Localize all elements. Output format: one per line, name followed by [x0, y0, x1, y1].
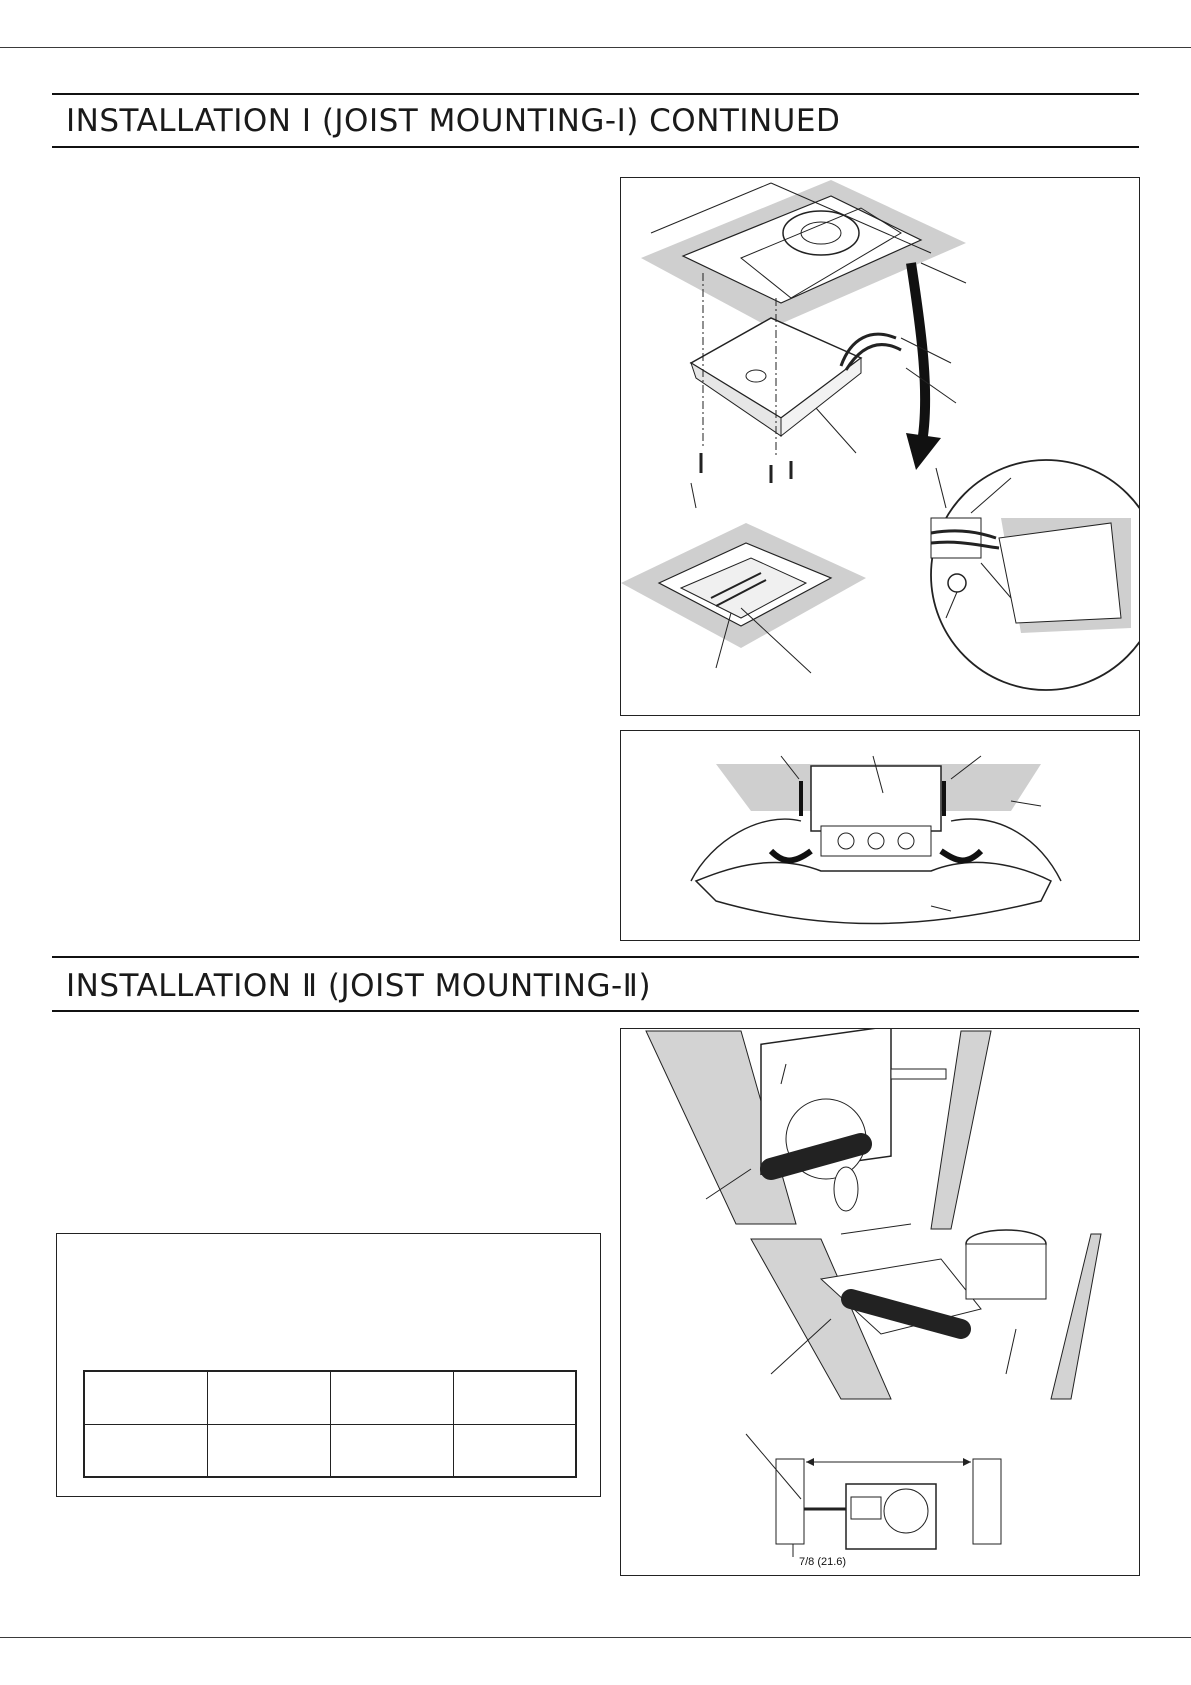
section1-heading: INSTALLATION Ⅰ (JOIST MOUNTING-Ⅰ) CONTINUED	[66, 103, 841, 139]
joist-mounting-illustration	[621, 1029, 1139, 1575]
table-cell	[330, 1424, 453, 1477]
figure-ceiling-install	[620, 730, 1140, 941]
spec-table	[83, 1370, 577, 1478]
section1-bottom-rule	[52, 146, 1139, 148]
section2-heading: INSTALLATION Ⅱ (JOIST MOUNTING-Ⅱ)	[66, 968, 652, 1004]
table-cell	[453, 1424, 576, 1477]
dimension-label: 7/8 (21.6)	[799, 1556, 847, 1568]
wiring-box-illustration	[621, 178, 1139, 715]
table-cell	[84, 1424, 207, 1477]
section1-top-rule	[52, 93, 1139, 95]
table-cell	[330, 1371, 453, 1424]
section2-top-rule	[52, 956, 1139, 958]
table-cell	[207, 1371, 330, 1424]
table-row	[84, 1424, 576, 1477]
bottom-page-rule	[0, 1637, 1191, 1638]
ceiling-install-illustration	[621, 731, 1139, 940]
section2-bottom-rule	[52, 1010, 1139, 1012]
table-row	[84, 1371, 576, 1424]
table-cell	[207, 1424, 330, 1477]
table-cell	[84, 1371, 207, 1424]
figure-joist-mounting-2	[620, 1028, 1140, 1576]
figure-wiring-box-exploded	[620, 177, 1140, 716]
note-box	[56, 1233, 601, 1497]
top-page-rule	[0, 47, 1191, 48]
table-cell	[453, 1371, 576, 1424]
